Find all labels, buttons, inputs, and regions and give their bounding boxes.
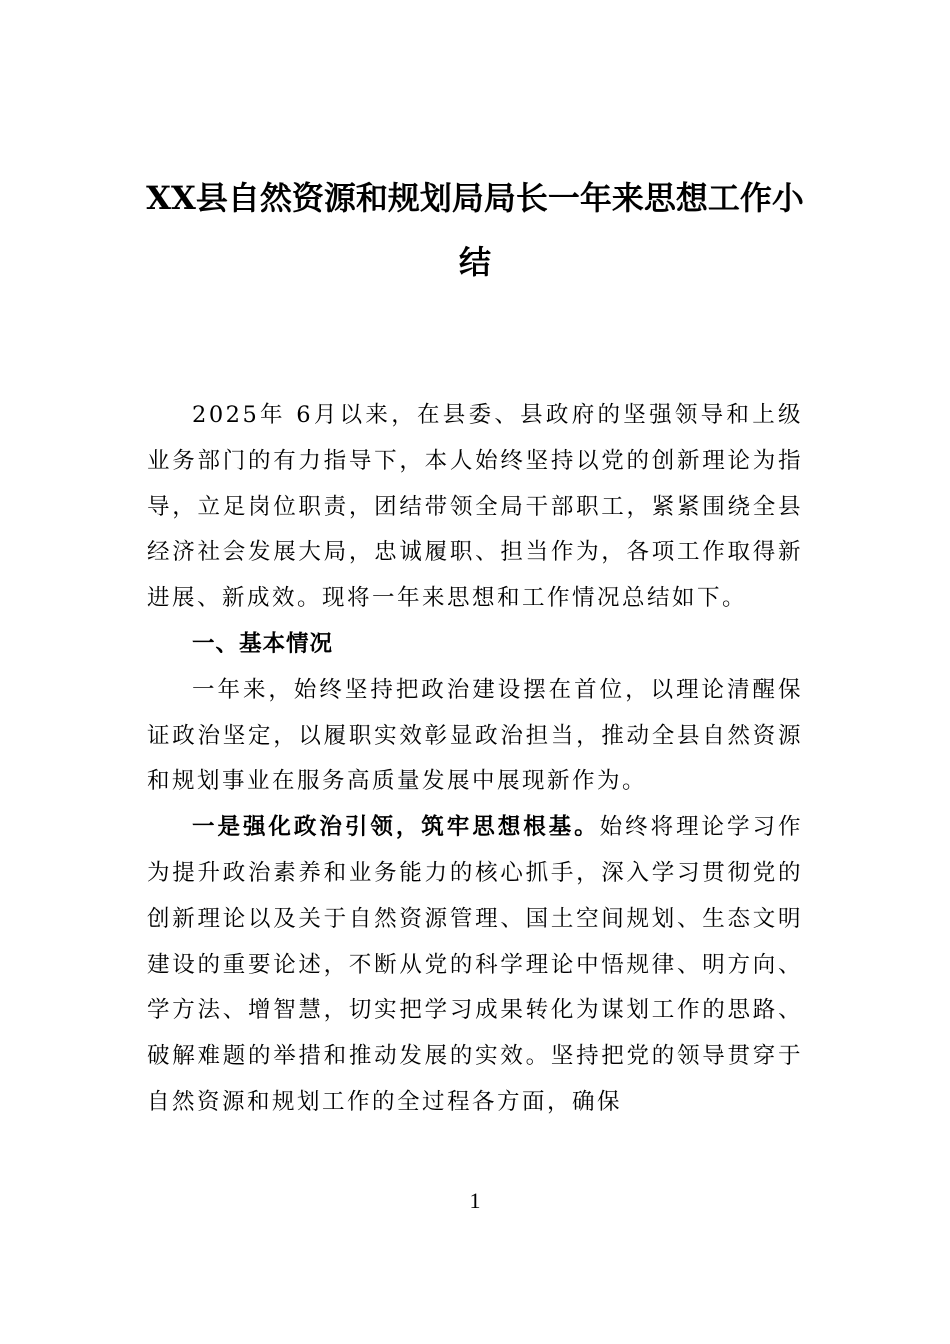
intro-paragraph: 2025年 6月以来，在县委、县政府的坚强领导和上级业务部门的有力指导下，本人始终坚持以党的创新理论为指导，立足岗位职责，团结带领全局干部职工，紧紧围绕全县经济社会发展大局，忠诚履职、担当作为，各项工作取得新进展、新成效。现将一年来思想和工作情况总结如下。 — [147, 402, 803, 612]
document-body — [147, 393, 803, 1126]
section-paragraph: 一年来，始终坚持把政治建设摆在首位，以理论清醒保证政治坚定，以履职实效彰显政治担当，推动全县自然资源和规划事业在服务高质量发展中展现新作为。 — [147, 676, 803, 795]
page-number: 1 — [469, 1188, 481, 1213]
point-paragraph — [147, 805, 803, 1126]
document-title: XX县自然资源和规划局局长一年来思想工作小结 — [146, 179, 804, 281]
point-body-text: 始终将理论学习作为提升政治素养和业务能力的核心抓手，深入学习贯彻党的创新理论以及关于自然资源管理、国土空间规划、生态文明建设的重要论述，不断从党的科学理论中悟规律、明方向、学方法、增智慧，切实把学习成果转化为谋划工作的思路、破解难题的举措和推动发展的实效。坚持把党的领导贯穿于自然资源和规划工作的全过程各方面，确保 — [147, 814, 803, 1115]
point-lead-text: 一是强化政治引领，筑牢思想根基。 — [192, 814, 600, 841]
section-heading: 一、基本情况 — [192, 630, 334, 657]
